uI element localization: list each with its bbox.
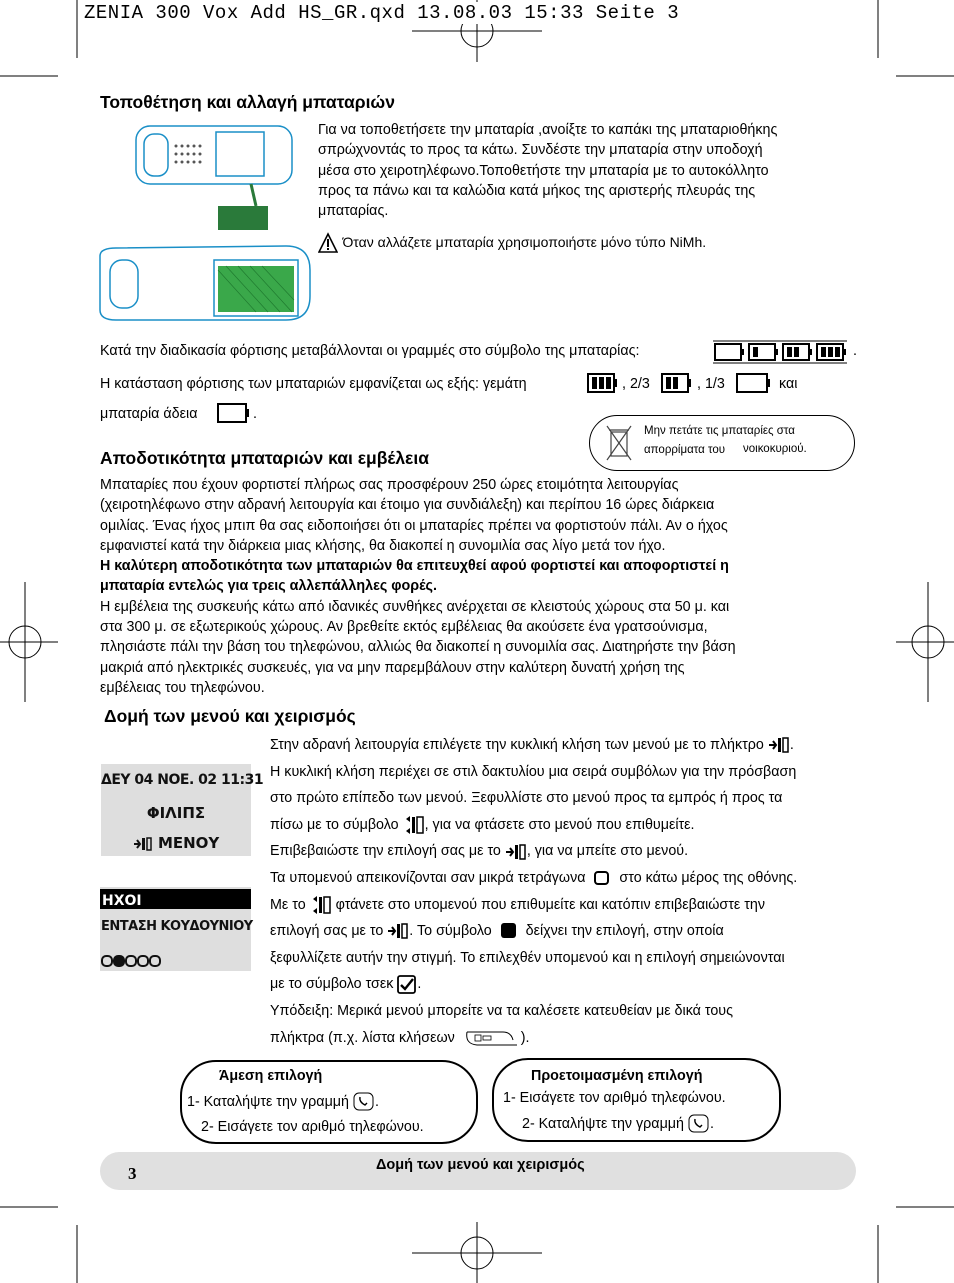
text-line-bold: Η καλύτερη αποδοτικότητα των μπαταριών θα επιτευχθεί αφού φορτιστεί και αποφορτιστεί η: [100, 558, 729, 575]
menu-line: Η κυκλική κλήση περιέχει σε στιλ δακτυλίου μια σειρά συμβόλων για την πρόσβαση: [270, 763, 797, 780]
submenu-square-icon: [593, 870, 611, 886]
battery-instructions: [318, 120, 858, 221]
battery-empty-icon: [216, 402, 252, 424]
section-title-menu: Δομή των μενού και χειρισμός: [104, 706, 356, 726]
menu-key-icon: [387, 922, 409, 940]
phone-key-icon: [353, 1092, 375, 1112]
lcd-submenu-screen: [100, 887, 251, 971]
status-one-third: , 1/3: [697, 376, 725, 392]
warning-note: [318, 232, 706, 254]
page-number: 3: [128, 1164, 137, 1183]
phone-key-icon: [688, 1114, 710, 1134]
text-line: Μπαταρίες που έχουν φορτιστεί πλήρως σας προσφέρουν 250 ώρες ετοιμότητα λειτουργίας: [100, 477, 679, 493]
menu-line: ξεφυλλίζετε αυτήν την στιγμή. Το επιλεχθέν υπομενού και η επιλογή σημειώνονται: [270, 949, 785, 966]
text-line: (χειροτηλέφωνο στην αδρανή λειτουργία και έτοιμο για συνδιάλεξη) και περίπου 16 ώρες διάρκεια: [100, 497, 715, 514]
text-line: σπρώχνοντάς το προς τα κάτω. Συνδέστε την μπαταρία στην υποδοχή: [318, 142, 763, 159]
lcd-menu-text: ΜΕΝΟΥ: [157, 834, 220, 852]
check-mark-icon: [397, 975, 417, 995]
text-line: στα 300 μ. σε εξωτερικούς χώρους. Αν βρεθείτε εκτός εμβέλειας θα ακούσετε ένα γρατσούνισμα,: [100, 619, 708, 636]
battery-insertion-illustration: [96, 120, 316, 330]
charge-line-end: .: [853, 343, 857, 359]
lcd-submenu-item: ΕΝΤΑΣΗ ΚΟΥΔΟΥΝΙΟΥ: [101, 919, 253, 934]
text-line: πλησιάστε πάλι την βάση του τηλεφώνου, αλλιώς θα διακοπεί η συνομιλία σας. Διατηρήστε την βάση: [100, 639, 736, 656]
file-header: ZENIA 300 Vox Add HS_GR.qxd 13.08.03 15:33 Seite 3: [84, 2, 680, 24]
lcd-title-bar: [100, 889, 251, 909]
status-line-text: Η κατάσταση φόρτισης των μπαταριών εμφανίζεται ως εξής: γεμάτη: [100, 376, 527, 392]
menu-line: Τα υπομενού απεικονίζονται σαν μικρά τετράγωνα στο κάτω μέρος της οθόνης.: [270, 869, 798, 886]
empty-line-end: .: [253, 406, 257, 422]
empty-line-text: μπαταρία άδεια: [100, 406, 198, 422]
predial-title: Προετοιμασμένη επιλογή: [531, 1068, 703, 1084]
text-line: μέσα στο χειροτηλέφωνο.Τοποθετήστε την μπαταρία με το αυτοκόλλητο: [318, 162, 769, 179]
menu-key-icon: [133, 836, 153, 852]
text-line: μπαταρίας.: [318, 203, 389, 220]
disposal-note-line2a: απορρίματα του: [644, 444, 726, 456]
footer-title: Δομή των μενού και χειρισμός: [376, 1157, 585, 1173]
predial-step2: 2- Καταλήψτε την γραμμή .: [522, 1114, 714, 1134]
disposal-note-line2b: νοικοκυριού.: [743, 443, 807, 455]
menu-line: επιλογή σας με το . Το σύμβολο δείχνει την επιλογή, στην οποία: [270, 923, 724, 940]
lcd-volume-circles: [100, 953, 166, 969]
battery-one-third-icon: [735, 372, 775, 394]
menu-line: Υπόδειξη: Μερικά μενού μπορείτε να τα καλέσετε κατευθείαν με δικά τους: [270, 1002, 734, 1019]
menu-line: πλήκτρα (π.χ. λίστα κλήσεων ).: [270, 1025, 870, 1052]
menu-line: με το σύμβολο τσεκ .: [270, 971, 870, 998]
direct-dial-step2: 2- Εισάγετε τον αριθμό τηλεφώνου.: [201, 1119, 424, 1135]
menu-line: Στην αδρανή λειτουργία επιλέγετε την κυκλική κλήση των μενού με το πλήκτρο .: [270, 737, 794, 753]
efficiency-text: [100, 475, 860, 698]
crossed-bin-icon: [606, 424, 632, 462]
charge-text: Κατά την διαδικασία φόρτισης μεταβάλλονται οι γραμμές στο σύμβολο της μπαταρίας:: [100, 343, 640, 359]
predial-box: [492, 1058, 781, 1142]
predial-step1: 1- Εισάγετε τον αριθμό τηλεφώνου.: [503, 1090, 726, 1106]
lcd-handset-name: ΦΙΛΙΠΣ: [146, 804, 206, 822]
scroll-key-icon: [403, 815, 425, 835]
text-line-bold: μπαταρία εντελώς για τρεις αλλεπάλληλες φορές.: [100, 578, 437, 595]
menu-line: Με το φτάνετε στο υπομενού που επιθυμείτε και κατόπιν επιβεβαιώστε την: [270, 892, 870, 919]
lcd-menu-label: [101, 834, 251, 852]
scroll-key-icon: [310, 895, 332, 915]
text-line: μακριά από ηλεκτρικές συσκευές, για να μην παρεμβάλουν στην καλύτερη δυνατή χρήση της: [100, 659, 685, 676]
menu-line: στο πρώτο επίπεδο των μενού. Ξεφυλλίστε στο μενού προς τα εμπρός ή προς τα: [270, 790, 783, 807]
text-line: εμφανιστεί κατά την διάρκεια μιας κλήσης, θα διακοπεί η συνομιλία σας λίγο μετά τον ήχο.: [100, 537, 666, 554]
call-list-key-icon: [463, 1028, 521, 1048]
battery-charging-sequence-icon: [711, 340, 851, 364]
lcd-idle-screen: [101, 764, 264, 856]
direct-dial-title: Άμεση επιλογή: [219, 1068, 323, 1084]
battery-full-icon: [586, 372, 620, 394]
footer-bar: [100, 1152, 856, 1190]
text-line: Η εμβέλεια της συσκευής κάτω από ιδανικές συνθήκες ανέρχεται σε κλειστούς χώρους στα 50 μ. και: [100, 598, 730, 615]
lcd-date-time: ΔΕΥ 04 ΝΟΕ. 02 11:31: [101, 772, 264, 788]
menu-text: [270, 732, 870, 1051]
menu-line: Επιβεβαιώστε την επιλογή σας με το , για να μπείτε στο μενού.: [270, 843, 689, 860]
disposal-note-line1: Μην πετάτε τις μπαταρίες στα: [644, 425, 795, 437]
text-line: εμβέλειας του τηλεφώνου.: [100, 679, 265, 696]
text-line: Για να τοποθετήσετε την μπαταρία ,ανοίξτε το καπάκι της μπαταριοθήκης: [318, 122, 778, 138]
warning-icon: [318, 232, 338, 254]
menu-key-icon: [768, 736, 790, 754]
warning-text: Όταν αλλάζετε μπαταρία χρησιμοποιήστε μόνο τύπο NiMh.: [342, 234, 707, 251]
direct-dial-box: [180, 1060, 478, 1144]
section-title-efficiency: Αποδοτικότητα μπαταριών και εμβέλεια: [100, 448, 429, 468]
status-two-thirds: , 2/3: [622, 376, 650, 392]
charge-line: [100, 341, 639, 361]
direct-dial-step1: 1- Καταλήψτε την γραμμή .: [187, 1092, 379, 1112]
section-title-battery: Τοποθέτηση και αλλαγή μπαταριών: [100, 92, 395, 112]
menu-line: πίσω με το σύμβολο , για να φτάσετε στο μενού που επιθυμείτε.: [270, 812, 870, 839]
status-and: και: [779, 376, 798, 392]
lcd-title-text: ΗΧΟΙ: [102, 893, 142, 909]
selected-square-icon: [500, 922, 518, 940]
disposal-note: [589, 415, 855, 471]
text-line: προς τα πάνω και τα καλώδια κατά μήκος της αριστερής πλευράς της: [318, 182, 756, 199]
text-line: ομιλίας. Ένας ήχος μπιπ θα σας ειδοποιήσει ότι οι μπαταρίες πρέπει να φορτιστούν πάλι. Αν ο ήχος: [100, 517, 728, 534]
menu-key-icon: [505, 843, 527, 861]
battery-two-thirds-icon: [660, 372, 694, 394]
